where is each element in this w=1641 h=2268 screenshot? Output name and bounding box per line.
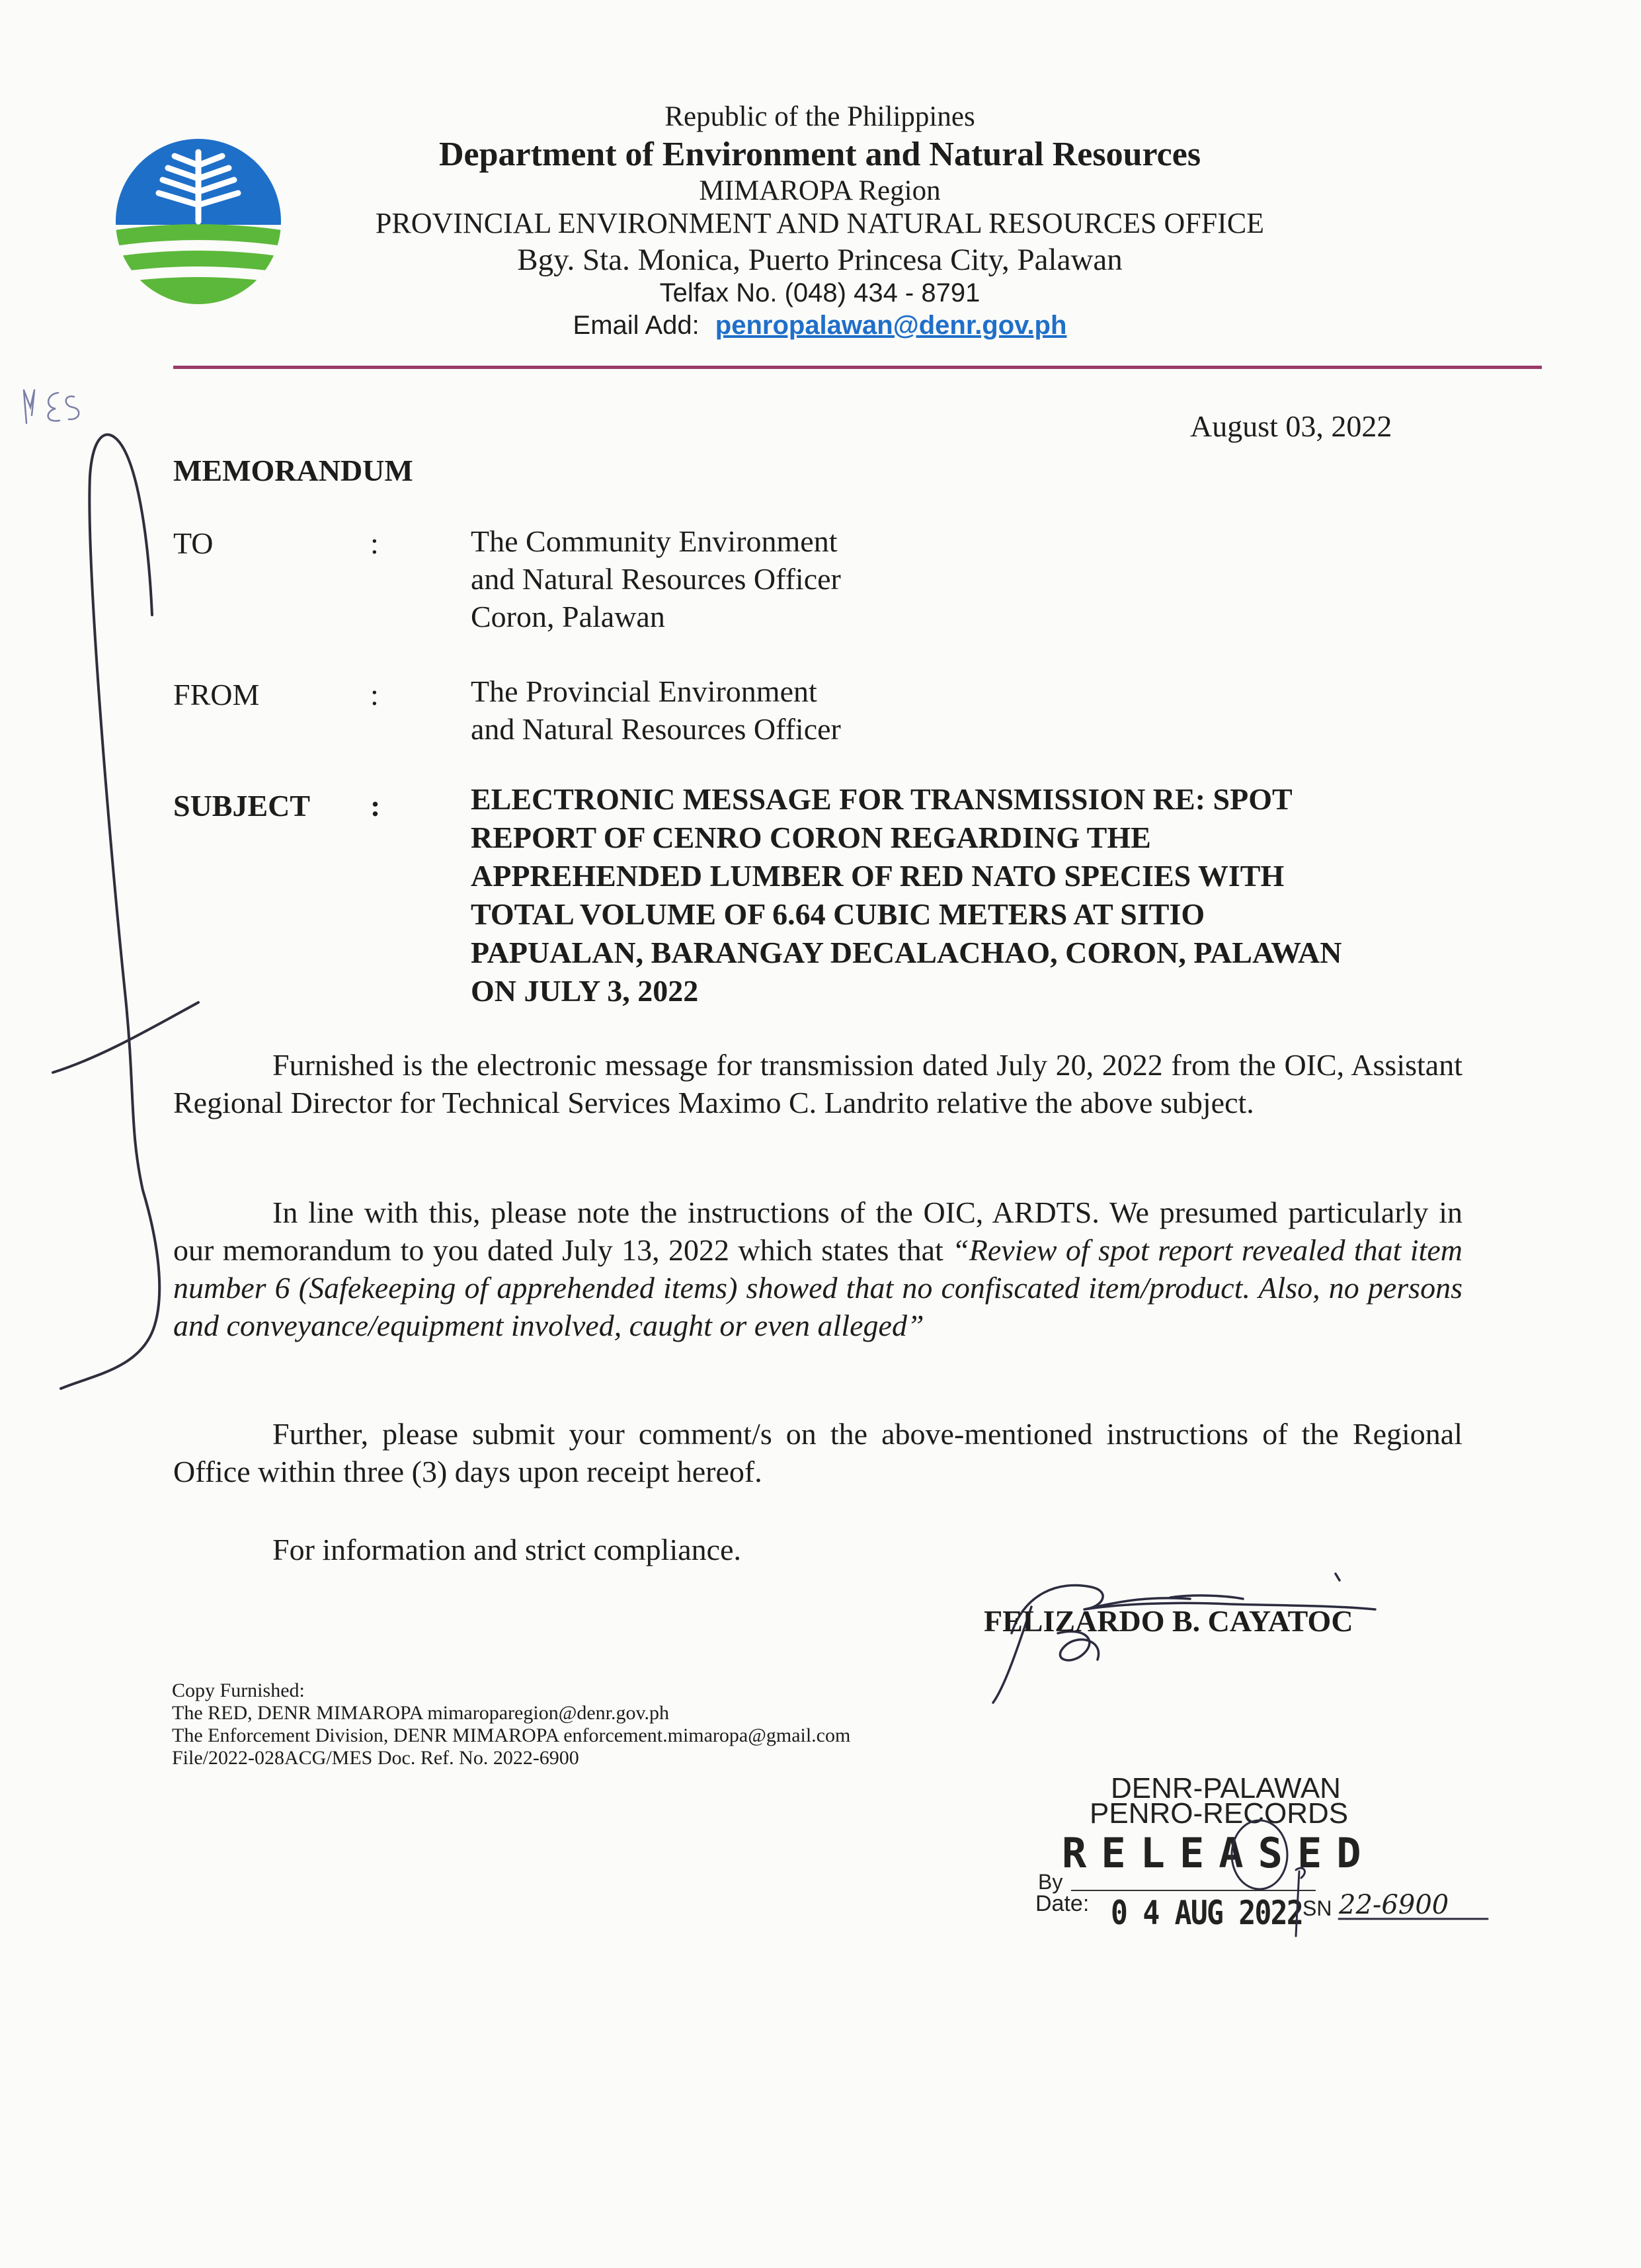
telfax-number: Telfax No. (048) 434 - 8791 [659, 278, 981, 307]
from-line: The Provincial Environment [471, 674, 817, 708]
email-link[interactable]: penropalawan@denr.gov.ph [715, 311, 1067, 340]
subject-line: ON JULY 3, 2022 [471, 974, 699, 1008]
released-stamp [1031, 1772, 1494, 1944]
to-recipient [471, 522, 841, 635]
header-divider [173, 366, 1542, 369]
paragraph-text: In line with this, please note the instructions of the OIC, ARDTS. We presumed particularly in our memorandum to you dated July 13, 2022 which states that [173, 1195, 1462, 1267]
from-colon: : [370, 678, 379, 711]
subject-label: SUBJECT [173, 789, 311, 823]
stamp-date-label: Date: [1035, 1891, 1090, 1916]
stamp-office: PENRO-RECORDS [1090, 1797, 1349, 1830]
denr-logo [106, 139, 291, 304]
subject-line: APPREHENDED LUMBER OF RED NATO SPECIES WITH [471, 859, 1285, 893]
subject-colon: : [370, 789, 381, 823]
republic-line: Republic of the Philippines [664, 101, 975, 132]
stamp-by-label: By [1038, 1870, 1063, 1894]
office-name: PROVINCIAL ENVIRONMENT AND NATURAL RESOURCES OFFICE [375, 207, 1265, 239]
quoted-instruction: “Review of spot report revealed that item number 6 (Safekeeping of apprehended items) showed that no confiscated item/product. Also, no persons and conveyance/equipment involved, caught or even alleged” [173, 1233, 1462, 1342]
body-paragraph-2 [173, 1194, 1462, 1344]
body-paragraph-3: Further, please submit your comment/s on the above-mentioned instructions of the Regional Office within three (3) days upon receipt hereof. [173, 1417, 1462, 1488]
subject-text [471, 780, 1482, 1010]
stamp-sn-value: 22-6900 [1339, 1890, 1449, 1920]
to-label: TO [173, 526, 214, 560]
department-name: Department of Environment and Natural Resources [438, 136, 1201, 173]
memo-date: August 03, 2022 [1190, 409, 1392, 443]
copy-furnished-item: The RED, DENR MIMAROPA mimaroparegion@denr.gov.ph [172, 1702, 670, 1724]
stamp-sn-label: SN [1302, 1896, 1332, 1920]
copy-furnished-title: Copy Furnished: [172, 1680, 305, 1701]
body-paragraph-1: Furnished is the electronic message for transmission dated July 20, 2022 from the OIC, Assistant Regional Director for Technical Services Maximo C. Landrito relative the above subject. [173, 1048, 1462, 1119]
subject-line: TOTAL VOLUME OF 6.64 CUBIC METERS AT SITIO [471, 897, 1205, 931]
email-label: Email Add: [573, 311, 700, 340]
region-name: MIMAROPA Region [699, 175, 941, 206]
copy-furnished-item: The Enforcement Division, DENR MIMAROPA enforcement.mimaropa@gmail.com [172, 1724, 851, 1746]
office-address: Bgy. Sta. Monica, Puerto Princesa City, Palawan [517, 243, 1123, 277]
from-sender [471, 672, 841, 748]
stamp-initial-mark [1031, 1772, 1494, 1944]
from-label: FROM [173, 678, 260, 711]
email-line [264, 311, 1375, 341]
to-line: and Natural Resources Officer [471, 562, 841, 596]
to-line: The Community Environment [471, 524, 838, 558]
stamp-status: RELEASED [1062, 1829, 1376, 1877]
stamp-agency: DENR-PALAWAN [1111, 1772, 1341, 1804]
subject-line: REPORT OF CENRO CORON REGARDING THE [471, 821, 1151, 854]
body-paragraph-4: For information and strict compliance. [272, 1533, 741, 1566]
to-colon: : [370, 526, 379, 560]
stamp-date-value: 0 4 AUG 2022 [1111, 1894, 1303, 1932]
memo-title: MEMORANDUM [173, 454, 413, 487]
to-line: Coron, Palawan [471, 600, 665, 633]
copy-furnished-item: File/2022-028ACG/MES Doc. Ref. No. 2022-6900 [172, 1747, 579, 1769]
subject-line: PAPUALAN, BARANGAY DECALACHAO, CORON, PALAWAN [471, 936, 1342, 969]
subject-line: ELECTRONIC MESSAGE FOR TRANSMISSION RE: SPOT [471, 782, 1293, 816]
from-line: and Natural Resources Officer [471, 712, 841, 746]
signatory-name: FELIZARDO B. CAYATOC [984, 1604, 1353, 1638]
